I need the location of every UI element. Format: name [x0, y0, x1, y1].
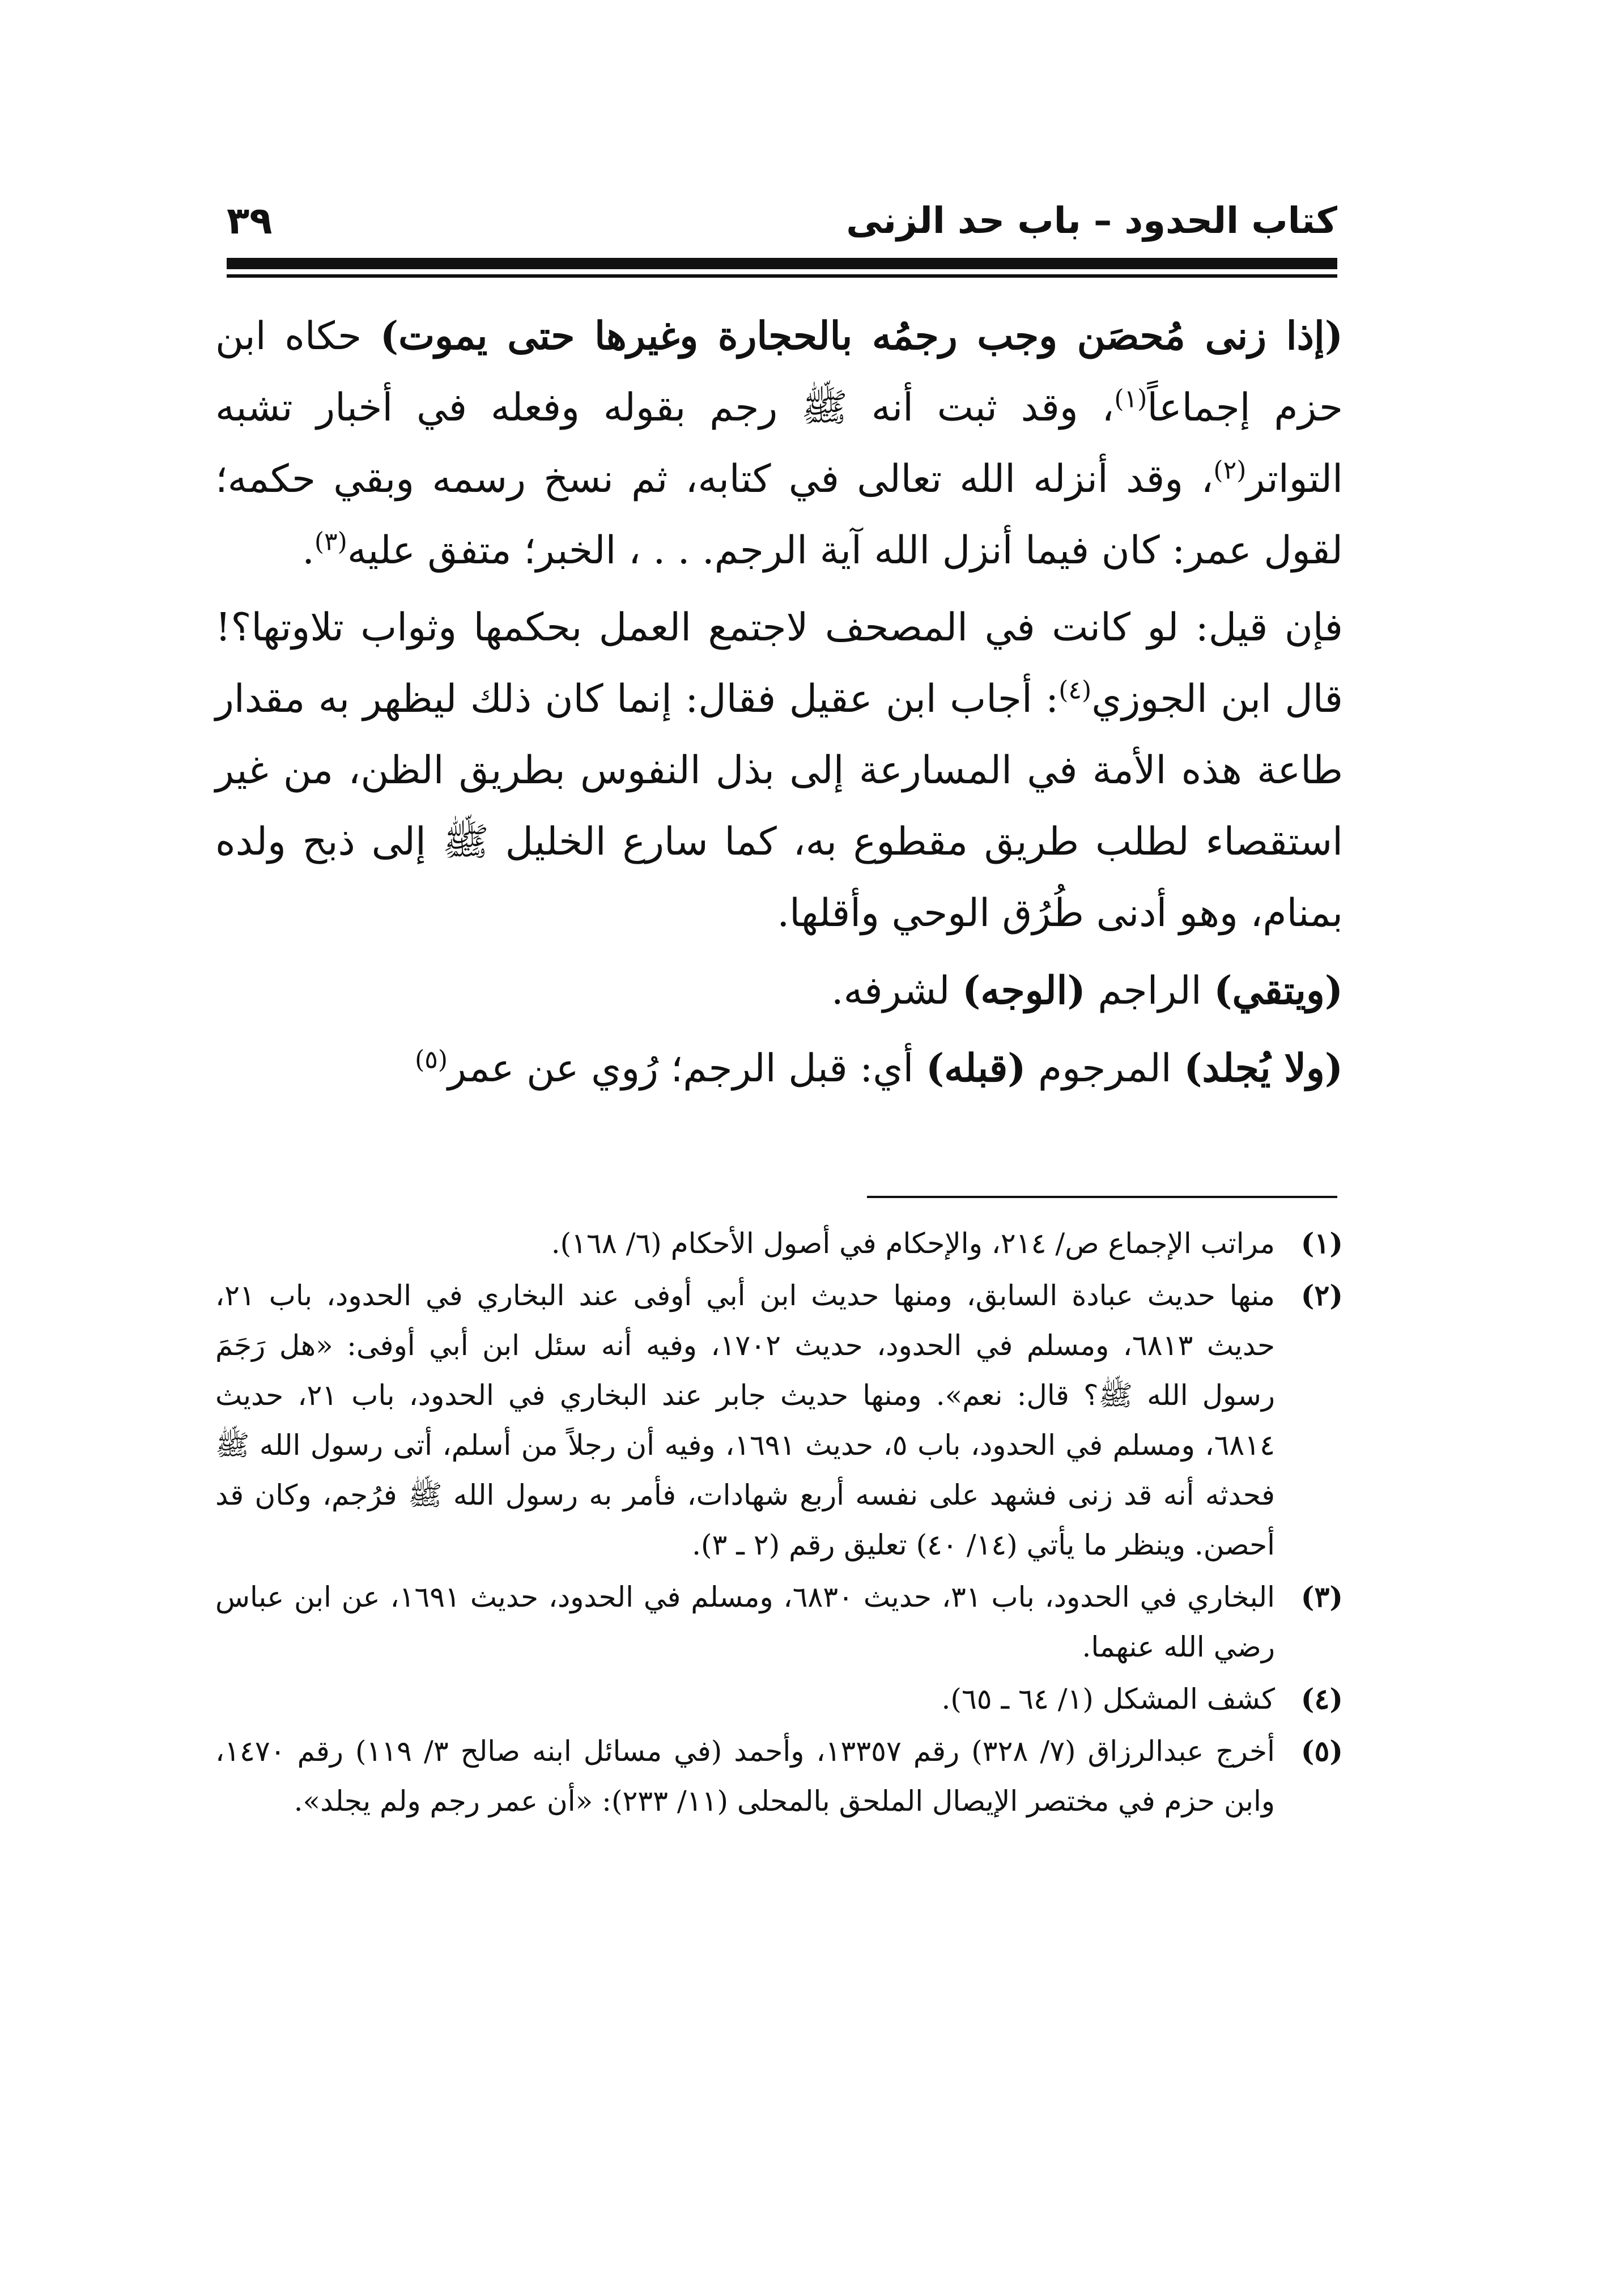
footnote-number: (١) [1300, 1226, 1343, 1260]
footnote-item [215, 1726, 1343, 1826]
paragraph-4 [215, 1033, 1343, 1105]
commentary-text: الراجم [1085, 969, 1214, 1013]
footnotes [215, 1218, 1343, 2103]
paragraph-2 [215, 592, 1343, 949]
commentary-text: ، وقد ثبت أنه ﷺ رجم بقوله وفعله في أخبار تشبه التواتر [215, 385, 1343, 502]
footnote-ref[interactable]: (١) [1114, 384, 1147, 414]
footnote-item [215, 1218, 1343, 1268]
header-rule-thin [227, 274, 1337, 278]
footnote-text: البخاري في الحدود، باب ٣١، حديث ٦٨٣٠، ومسلم في الحدود، حديث ١٦٩١، عن ابن عباس رضي الله عنهما. [215, 1581, 1275, 1663]
footnote-text: مراتب الإجماع ص/ ٢١٤، والإحكام في أصول الأحكام (٦/ ١٦٨). [551, 1227, 1275, 1260]
matn-text: (قبله) [926, 1046, 1026, 1091]
commentary-text: . [302, 528, 314, 573]
running-title: كتاب الحدود – باب حد الزنى [846, 200, 1337, 242]
footnote-item [215, 1271, 1343, 1570]
commentary-text: المرجوم [1026, 1046, 1184, 1091]
footnote-ref[interactable]: (٣) [314, 527, 347, 557]
commentary-text: أي: قبل الرجم؛ رُوي عن عمر [448, 1046, 926, 1091]
footnote-number: (٤) [1300, 1682, 1343, 1715]
matn-text: (ويتقي) [1214, 968, 1343, 1013]
matn-text: (الوجه) [962, 968, 1086, 1013]
footnote-number: (٢) [1300, 1279, 1343, 1312]
commentary-text: ، وقد أنزله الله تعالى في كتابه، ثم نسخ رسمه وبقي حكمه؛ لقول عمر: كان فيما أنزل الله آية الرجم. . . ، الخبر؛ متفق عليه [215, 457, 1343, 573]
main-text [215, 300, 1343, 1145]
footnote-text: أخرج عبدالرزاق (٧/ ٣٢٨) رقم ١٣٣٥٧، وأحمد (في مسائل ابنه صالح ٣/ ١١٩) رقم ١٤٧٠، وابن حزم في مختصر الإيصال الملحق بالمحلى (١١/ ٢٣٣): «أن عمر رجم ولم يجلد». [215, 1735, 1275, 1818]
footnote-ref[interactable]: (٢) [1213, 456, 1247, 485]
footnote-ref[interactable]: (٥) [415, 1045, 448, 1075]
paragraph-1 [215, 300, 1343, 587]
commentary-text: لشرفه. [831, 969, 963, 1013]
footnote-item [215, 1572, 1343, 1672]
commentary-text: : أجاب ابن عقيل فقال: إنما كان ذلك ليظهر به مقدار طاعة هذه الأمة في المسارعة إلى بذل النفوس بطريق الظن، من غير استقصاء لطلب طريق مقطوع به، كما سارع الخليل ﷺ إلى ذبح ولده بمنام، وهو أدنى طُرُق الوحي وأقلها. [215, 677, 1343, 936]
header-rule-thick [227, 258, 1337, 269]
commentary-text: حكاه ابن حزم إجماعاً [215, 314, 1343, 430]
footnote-number: (٥) [1300, 1734, 1343, 1768]
page-header [227, 193, 1337, 255]
matn-text: (إذا زنى مُحصَن وجب رجمُه بالحجارة وغيرها حتى يموت) [380, 313, 1343, 359]
matn-text: (ولا يُجلد) [1184, 1046, 1343, 1091]
footnote-text: كشف المشكل (١/ ٦٤ ـ ٦٥). [941, 1683, 1275, 1715]
paragraph-3 [215, 955, 1343, 1027]
page-number: ٣٩ [227, 199, 273, 243]
footnote-text: منها حديث عبادة السابق، ومنها حديث ابن أبي أوفى عند البخاري في الحدود، باب ٢١، حديث ٦٨١٣، ومسلم في الحدود، حديث ١٧٠٢، وفيه أنه سئل ابن أبي أوفى: «هل رَجَمَ رسول الله ﷺ؟ قال: نعم». ومنها حديث جابر عند البخاري في الحدود، باب ٢١، حديث ٦٨١٤، ومسلم في الحدود، باب ٥، حديث ١٦٩١، وفيه أن رجلاً من أسلم، أتى رسول الله ﷺ فحدثه أنه قد زنى فشهد على نفسه أربع شهادات، فأمر به رسول الله ﷺ فرُجم، وكان قد أحصن. وينظر ما يأتي (١٤/ ٤٠) تعليق رقم (٢ ـ ٣). [215, 1279, 1275, 1561]
footnote-separator [867, 1196, 1337, 1198]
footnote-ref[interactable]: (٤) [1058, 676, 1092, 705]
footnote-number: (٣) [1300, 1580, 1343, 1613]
commentary-text: فإن قيل: لو كانت في المصحف لاجتمع العمل بحكمها وثواب تلاوتها؟! قال ابن الجوزي [215, 605, 1343, 721]
footnote-item [215, 1674, 1343, 1724]
